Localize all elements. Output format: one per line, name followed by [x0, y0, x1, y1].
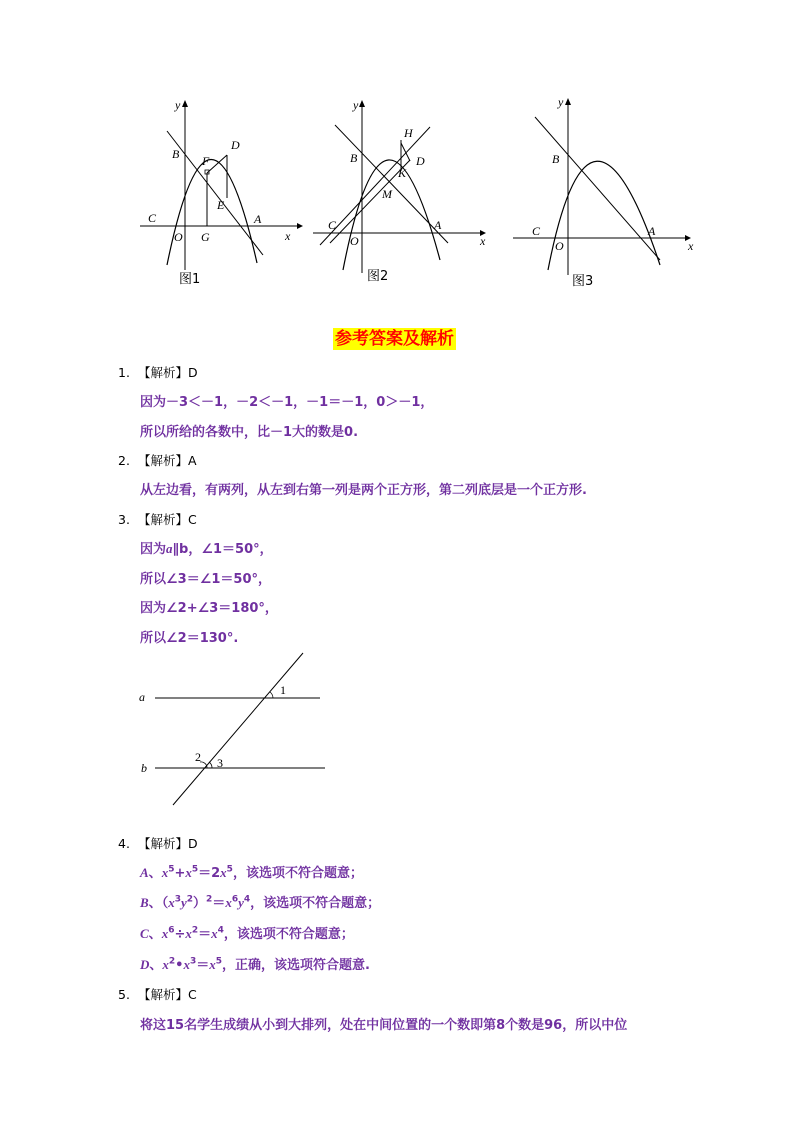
line-ab — [535, 117, 660, 260]
label-a: A — [254, 212, 262, 226]
label-line-b: b — [141, 761, 147, 775]
segment-fd — [207, 155, 227, 173]
answer-number: 1. — [118, 365, 130, 380]
line-ab — [335, 125, 448, 243]
answer-4-option-c — [140, 923, 354, 942]
answer-3-line-4: 所以∠2＝130°. — [140, 631, 239, 646]
parallel-lines-figure — [135, 650, 335, 810]
answer-label: 【解析】A — [138, 453, 197, 468]
answer-label: 【解析】C — [138, 987, 197, 1002]
label-line-a: a — [139, 690, 145, 704]
figure-2 — [310, 95, 495, 290]
option-sep: 、 — [148, 896, 162, 911]
label-o: O — [555, 239, 564, 253]
formula: $x^2•x^3=x^5$ — [162, 956, 223, 973]
formula: $x^6\div x^2=x^4$ — [161, 925, 224, 942]
label-y: y — [558, 95, 564, 109]
formula: $x^5+x^5=2x^5$ — [161, 864, 233, 881]
answer-label: 【解析】D — [138, 365, 198, 380]
formula: $(x^3y^2)^2=x^6y^4$ — [161, 894, 251, 911]
parabola — [548, 161, 660, 270]
answer-4-option-a — [140, 862, 363, 881]
label-c: C — [148, 211, 157, 225]
parabola — [167, 159, 257, 265]
answer-1-header — [118, 363, 198, 381]
option-sep: 、 — [148, 927, 162, 942]
option-sep: 、 — [149, 958, 163, 973]
answer-2-header — [118, 451, 197, 469]
label-y: y — [353, 98, 359, 112]
label-angle-3: 3 — [217, 756, 223, 770]
answer-number: 2. — [118, 453, 130, 468]
option-sep: 、 — [148, 866, 162, 881]
option-letter: A — [140, 865, 149, 880]
answer-label: 【解析】D — [138, 836, 198, 851]
label-k: K — [398, 166, 407, 180]
label-m: M — [382, 187, 392, 201]
option-letter: B — [140, 895, 149, 910]
label-b: B — [350, 151, 358, 165]
answer-3-line-2: 所以∠3＝∠1＝50°， — [140, 572, 271, 587]
option-tail: ，该选项不符合题意； — [250, 896, 381, 911]
option-tail: ，正确，该选项符合题意. — [222, 958, 370, 973]
label-b: B — [172, 147, 180, 161]
line-ch — [320, 127, 430, 245]
label-d: D — [416, 154, 425, 168]
label-g: G — [201, 230, 210, 244]
answer-label: 【解析】C — [138, 512, 197, 527]
label-o: O — [174, 230, 183, 244]
line-prefix: 因为 — [140, 542, 167, 557]
transversal — [173, 653, 303, 805]
var-a: a — [166, 541, 173, 556]
figure-1 — [135, 95, 305, 290]
answer-4-header — [118, 834, 198, 852]
y-axis-arrow-icon — [565, 98, 571, 105]
label-x: x — [480, 234, 486, 248]
option-letter: C — [140, 926, 149, 941]
answer-3-header — [118, 510, 197, 528]
angle-1-arc — [270, 692, 273, 698]
y-axis-arrow-icon — [182, 100, 188, 107]
answer-number: 3. — [118, 512, 130, 527]
option-tail: ，该选项不符合题意； — [223, 927, 354, 942]
figure-3 — [510, 95, 700, 295]
label-y: y — [175, 98, 181, 112]
answer-5-header — [118, 985, 197, 1003]
segment-hd — [401, 143, 410, 161]
option-letter: D — [140, 957, 150, 972]
option-tail: ，该选项不符合题意； — [232, 866, 363, 881]
answer-4-option-d — [140, 954, 370, 973]
answer-1-line-2: 所以所给的各数中，比－1大的数是0. — [140, 425, 359, 440]
answer-3-line-1 — [140, 538, 273, 557]
section-title: 参考答案及解析 — [335, 329, 454, 349]
answer-5-line-1: 将这15名学生成绩从小到大排列，处在中间位置的一个数即第8个数是96，所以中位 — [140, 1018, 628, 1033]
label-x: x — [285, 229, 291, 243]
label-b: B — [552, 152, 560, 166]
caption: 图2 — [367, 269, 389, 284]
answer-number: 4. — [118, 836, 130, 851]
answer-2-line-1: 从左边看，有两列，从左到右第一列是两个正方形，第二列底层是一个正方形. — [140, 483, 587, 498]
answer-4-option-b — [140, 892, 380, 911]
label-angle-1: 1 — [280, 683, 286, 697]
label-c: C — [328, 218, 337, 232]
answer-1-line-1: 因为－3＜－1，－2＜－1，－1＝－1，0＞－1， — [140, 395, 434, 410]
label-f: F — [202, 154, 210, 168]
label-d: D — [231, 138, 240, 152]
caption: 图3 — [572, 274, 594, 289]
label-o: O — [350, 234, 359, 248]
line-rest: ∥b，∠1＝50°， — [172, 542, 273, 557]
answer-3-line-3: 因为∠2+∠3＝180°， — [140, 601, 278, 616]
answer-number: 5. — [118, 987, 130, 1002]
label-x: x — [688, 239, 694, 253]
y-axis-arrow-icon — [359, 100, 365, 107]
label-h: H — [404, 126, 413, 140]
caption: 图1 — [179, 272, 201, 287]
label-a: A — [434, 218, 442, 232]
label-angle-2: 2 — [195, 750, 201, 764]
label-a: A — [648, 224, 656, 238]
label-c: C — [532, 224, 541, 238]
label-e: E — [217, 198, 225, 212]
x-axis-arrow-icon — [297, 223, 303, 229]
